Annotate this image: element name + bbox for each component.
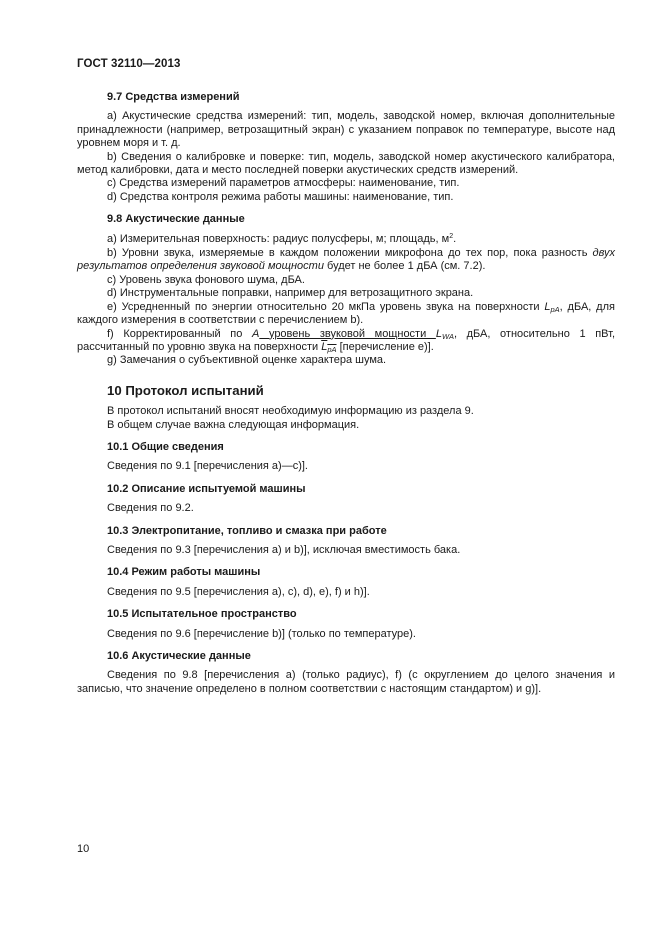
s98-item-e: e) Усредненный по энергии относительно 20 мкПа уровень звука на поверхности LpA, дБА, для каждого измерения в соответствии с перечислением b). [77, 300, 615, 327]
page-number: 10 [77, 843, 90, 855]
document-code: ГОСТ 32110—2013 [77, 58, 181, 70]
section-10-6-title: 10.6 Акустические данные [107, 650, 251, 662]
s97-item-a: a) Акустические средства измерений: тип, модель, заводской номер, включая дополнительные принадлежности (например, ветрозащитный экран) с указанием поправок по температуре, высоте над уровнем моря и т. д. [77, 110, 615, 150]
s98-item-a: a) Измерительная поверхность: радиус полусферы, м; площадь, $м^2$. [107, 232, 457, 245]
section-9-8-title: 9.8 Акустические данные [107, 213, 245, 226]
s98-item-b: b) Уровни звука, измеряемые в каждом положении микрофона до тех пор, пока разность двух результатов определения звуковой мощности будет не более 1 дБА (см. 7.2). [77, 247, 615, 273]
s103-text: Сведения по 9.3 [перечисления a) и b)], исключая вместимость бака. [107, 543, 461, 556]
s97-item-c: c) Средства измерений параметров атмосферы: наименование, тип. [107, 177, 460, 190]
s105-text: Сведения по 9.6 [перечисление b)] (только по температуре). [107, 627, 416, 640]
section-10-5-title: 10.5 Испытательное пространство [107, 608, 297, 621]
s102-text: Сведения по 9.2. [107, 502, 194, 515]
s104-text: Сведения по 9.5 [перечисления a), c), d), e), f) и h)]. [107, 585, 370, 598]
s97-item-b: b) Сведения о калибровке и поверке: тип, модель, заводской номер акустического калибратора, метод калибровки, дата и место последней поверки акустических средств измерений. [77, 150, 615, 177]
section-9-7-title: 9.7 Средства измерений [107, 91, 240, 103]
s106-text: Сведения по 9.8 [перечисления a) (только радиус), f) (с округлением до целого значения и записью, что значение определено в полном соответствии с настоящим стандартом) и g)]. [77, 669, 615, 695]
s98-item-d: d) Инструментальные поправки, например для ветрозащитного экрана. [107, 287, 474, 300]
s10-intro-2: В общем случае важна следующая информация. [107, 418, 360, 431]
section-10-title: 10 Протокол испытаний [107, 382, 264, 398]
s101-text: Сведения по 9.1 [перечисления а)—с)]. [107, 460, 308, 473]
section-10-1-title: 10.1 Общие сведения [107, 440, 224, 453]
s97-item-d: d) Средства контроля режима работы машины: наименование, тип. [107, 190, 454, 203]
s10-intro-1: В протокол испытаний вносят необходимую информацию из раздела 9. [107, 405, 474, 418]
s98-item-f: f) Корректированный по А уровень звуковой мощности LWA, дБА, относительно 1 пВт, рассчитанный по уровню звука на поверхности LpA [перечисление e)]. [77, 327, 615, 354]
s98-item-c: c) Уровень звука фонового шума, дБА. [107, 273, 305, 286]
page-content [77, 91, 615, 696]
section-10-3-title: 10.3 Электропитание, топливо и смазка при работе [107, 524, 387, 537]
section-10-4-title: 10.4 Режим работы машины [107, 566, 261, 579]
s98-item-g: g) Замечания о субъективной оценке характера шума. [107, 354, 387, 367]
section-10-2-title: 10.2 Описание испытуемой машины [107, 482, 306, 495]
